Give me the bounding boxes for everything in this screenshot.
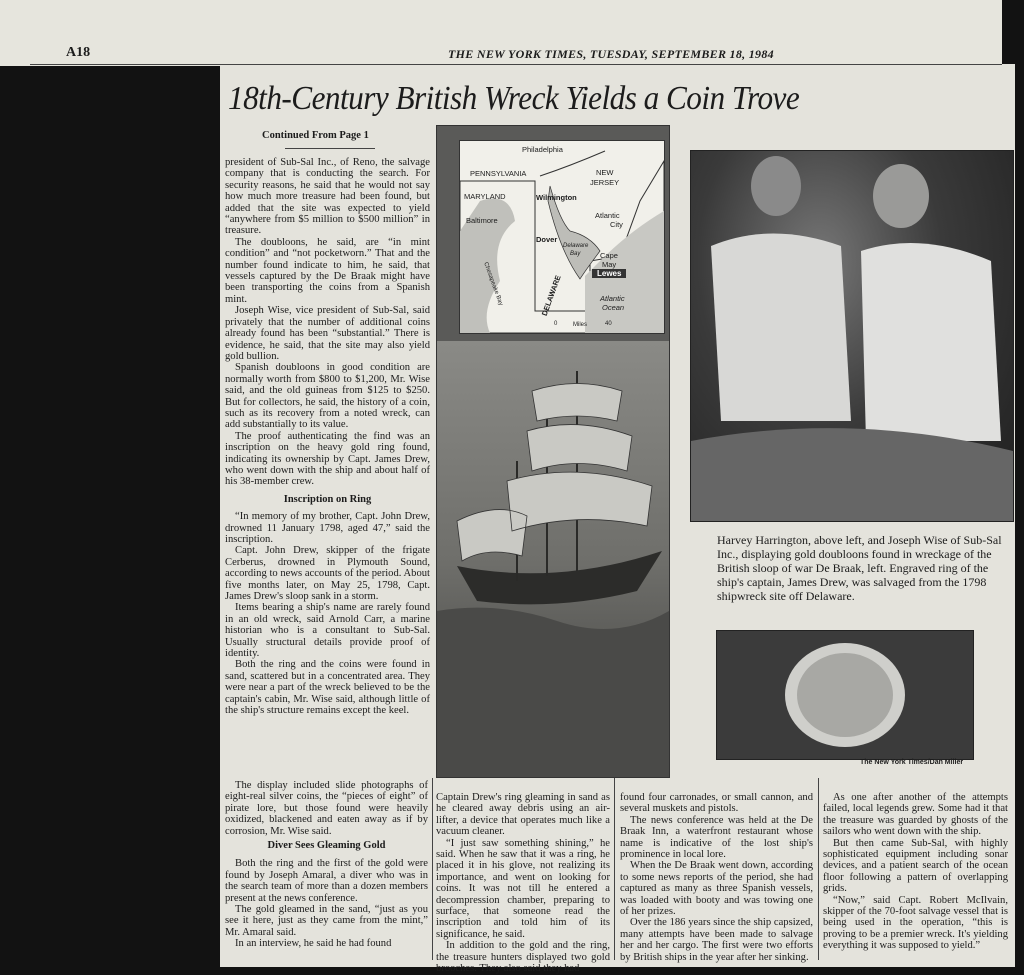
paragraph: Both the ring and the first of the gold were found by Joseph Amaral, a diver who was in the search team of more than a dozen members present at the news conference.	[225, 858, 428, 904]
map-label: May	[602, 260, 617, 269]
bottom-column-2	[436, 792, 610, 975]
subhead: Diver Sees Gleaming Gold	[267, 840, 386, 852]
paragraph: The news conference was held at the De Braak Inn, a waterfront restaurant whose name is indicative of the lost ship's prominence in local lore.	[620, 814, 813, 861]
paragraph: In an interview, he said he had found	[235, 938, 392, 950]
subhead: Inscription on Ring	[283, 493, 372, 505]
column-rule	[432, 778, 433, 960]
map	[459, 140, 665, 334]
bottom-column-1	[225, 780, 428, 950]
photo-engraved-ring	[716, 630, 974, 760]
paragraph: “Now,” said Capt. Robert McIlvain, skipper of the 70-foot salvage vessel that is being used in the operation, “this is proving to be a premier wreck. It's yielding everything it was supposed to yield.”	[823, 894, 1008, 952]
paragraph: In addition to the gold and the ring, the treasure hunters displayed two gold brooches. They also said they had	[436, 940, 610, 975]
map-label: JERSEY	[590, 178, 620, 187]
map-label: Wilmington	[536, 193, 577, 202]
map-label: MARYLAND	[464, 192, 506, 201]
map-label: Delaware	[563, 243, 589, 249]
paragraph: The gold gleamed in the sand, “just as you see it here, just as they came from the mint,” Mr. Amaral said.	[225, 904, 428, 938]
ring-icon	[717, 631, 973, 759]
photo-salvagers-with-coins	[690, 150, 1014, 522]
paragraph: The doubloons, he said, are “in mint condition” and “not pocketworn.” That and the number found indicate to him, he said, that vessels captured by the De Braak might have been transporting the coins from a Spanish mint.	[225, 236, 430, 305]
map-label: Cape	[600, 251, 618, 260]
dateline: THE NEW YORK TIMES, TUESDAY, SEPTEMBER 18, 1984	[448, 47, 774, 61]
paragraph: Items bearing a ship's name are rarely found in an old wreck, said Arnold Carr, a marine historian who is a consultant to Sub-Sal. Usually structural details provide proof of identity.	[225, 602, 430, 660]
map-label-lewes: Lewes	[592, 269, 626, 278]
map-label: Atlantic	[600, 294, 625, 303]
paragraph: found four carronades, or small cannon, and several muskets and pistols.	[620, 792, 813, 815]
map-label: DELAWARE	[539, 273, 563, 318]
paragraph: Captain Drew's ring gleaming in sand as he cleared away debris using an air-lifter, a device that operates much like a vacuum cleaner.	[436, 792, 610, 838]
map-scale: 40	[605, 321, 612, 327]
map-and-ship-illustration	[436, 125, 670, 778]
ship-engraving	[437, 341, 669, 777]
paragraph: Spanish doubloons in good condition are normally worth from $800 to $1,200, Mr. Wise said, and the old guineas from $125 to $250. But for collectors, he said, the history of a coin, such as its recovery from a noted wreck, can add substantially to its value.	[225, 362, 430, 431]
map-label: Dover	[536, 235, 558, 244]
map-label: City	[610, 220, 623, 229]
header-rule	[30, 64, 1002, 65]
map-label: Ocean	[602, 303, 625, 312]
map-label: NEW	[596, 168, 614, 177]
paragraph: Over the 186 years since the ship capsized, many attempts have been made to salvage her and her cargo. The first were two efforts by British ships in the year after her sinking.	[620, 917, 813, 963]
photo-figures	[691, 151, 1013, 521]
paragraph: When the De Braak went down, according to some news reports of the period, she had captured as many as three Spanish vessels, was loaded with booty and was towing one of her prizes.	[620, 860, 813, 918]
photo-caption: Harvey Harrington, above left, and Joseph Wise of Sub-Sal Inc., displaying gold doubloons found in wreckage of the British sloop of war De Braak, left. Engraved ring of the ship's captain, James Drew, was salvaged from the 1798 shipwreck site off Delaware.	[717, 533, 1002, 603]
bottom-column-4	[823, 792, 1008, 952]
paragraph: president of Sub-Sal Inc., of Reno, the salvage company that is conducting the search. For security reasons, he said that he would not say how much more treasure had been found, but added that the site was expected to yield “anywhere from $5 million to $500 million” in treasure.	[225, 157, 430, 237]
bottom-column-3	[620, 792, 813, 963]
map-scale: 0	[554, 321, 558, 327]
continued-kicker: Continued From Page 1	[262, 130, 369, 141]
paragraph: But then came Sub-Sal, with highly sophisticated equipment including sonar devices, and a patient search of the ocean floor following a pattern of overlapping grids.	[823, 837, 1008, 895]
map-label: Chesapeake Bay	[482, 261, 504, 307]
left-column	[225, 157, 430, 717]
map-scale: Miles	[573, 322, 588, 328]
page-number: A18	[66, 45, 91, 60]
column-rule	[818, 778, 819, 960]
map-label: Philadelphia	[522, 145, 563, 154]
map-label: Atlantic	[595, 211, 620, 220]
map-label: PENNSYLVANIA	[470, 169, 527, 178]
photo-credit: The New York Times/Dan Miller	[860, 759, 964, 766]
paragraph: Capt. John Drew, skipper of the frigate Cerberus, drowned in Plymouth Sound, according to news accounts of the period. About five months later, on May 25, 1798, Capt. James Drew's sloop sank in a storm.	[225, 545, 430, 603]
paragraph: As one after another of the attempts failed, local legends grew. Some had it that the treasure was guarded by ghosts of the sailors who went down with the ship.	[823, 792, 1008, 838]
paragraph: “I just saw something shining,” he said. When he saw that it was a ring, he placed it in his glove, not realizing its importance, and went on looking for coins. It was not till he entered a decompression chamber, preparing to surface, that someone read the inscription and told him of its significance, he said.	[436, 837, 610, 940]
headline: 18th-Century British Wreck Yields a Coin Trove	[228, 80, 800, 117]
paragraph: The proof authenticating the find was an inscription on the heavy gold ring found, indicating its ownership by Capt. James Drew, who went down with the ship and about half of his 38-member crew.	[225, 430, 430, 488]
paragraph: Joseph Wise, vice president of Sub-Sal, said privately that the number of additional coins already found has been “substantial.” There is evidence, he said, that the site may also yield gold bullion.	[225, 305, 430, 362]
paragraph: The display included slide photographs of eight-real silver coins, the “pieces of eight” of pirate lore, but those found were heavily oxidized, blackened and eaten away as if by corrosion, Mr. Wise said.	[225, 780, 428, 837]
paragraph: “In memory of my brother, Capt. John Drew, drowned 11 January 1798, aged 47,” said the inscription.	[225, 511, 430, 545]
map-label: Bay	[570, 251, 581, 257]
sailing-ship-icon	[437, 341, 669, 777]
column-rule	[614, 778, 615, 960]
map-label: Baltimore	[466, 216, 498, 225]
kicker-rule	[285, 148, 375, 149]
paragraph: Both the ring and the coins were found in sand, scattered but in a concentrated area. They were near a part of the wreck believed to be the captain's cabin, Mr. Wise said, although little of the ship's structure remains except the keel.	[225, 659, 430, 717]
